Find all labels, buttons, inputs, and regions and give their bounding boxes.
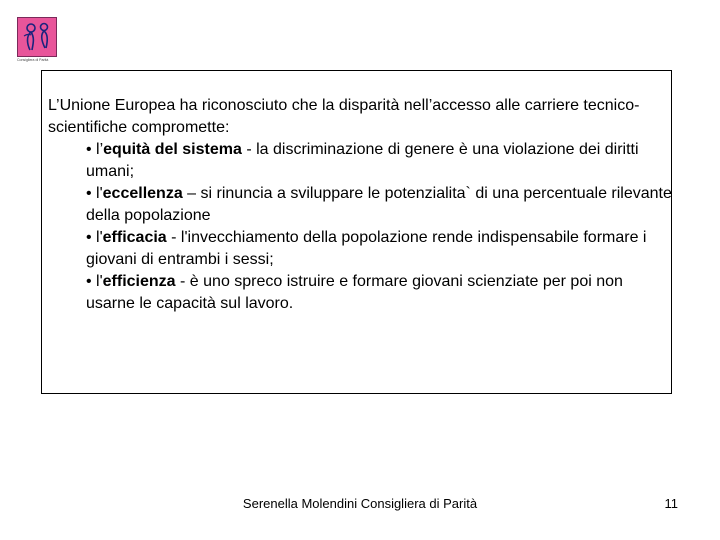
bullet-list: [48, 139, 673, 315]
logo-caption: Consigliera di Parità: [17, 58, 49, 62]
bullet-term: efficienza: [102, 273, 176, 290]
bullet-item: [48, 183, 673, 227]
footer-author: Serenella Molendini Consigliera di Parità: [242, 496, 478, 511]
women-figures-icon: [17, 17, 57, 57]
logo: [17, 17, 57, 61]
bullet-term: efficacia: [102, 229, 167, 246]
bullet-prefix: • l': [86, 273, 103, 290]
bullet-text: - è uno spreco istruire e formare giovani scienziate per poi non usarne le capacità sul lavoro.: [86, 273, 623, 312]
bullet-prefix: • l’: [86, 141, 104, 158]
bullet-item: [48, 227, 673, 271]
bullet-item: [48, 139, 673, 183]
bullet-item: [48, 271, 673, 315]
bullet-term: eccellenza: [102, 185, 183, 202]
slide-text: [48, 95, 673, 315]
bullet-text: – si rinuncia a sviluppare le potenzialita` di una percentuale rilevante della popolazione: [86, 185, 672, 224]
intro-text: L’Unione Europea ha riconosciuto che la disparità nell’accesso alle carriere tecnico-scientifiche compromette:: [48, 97, 640, 136]
bullet-text: - l'invecchiamento della popolazione rende indispensabile formare i giovani di entrambi i sessi;: [86, 229, 647, 268]
bullet-prefix: • l': [86, 185, 103, 202]
bullet-prefix: • l': [86, 229, 103, 246]
bullet-text: - la discriminazione di genere è una violazione dei diritti umani;: [86, 141, 639, 180]
bullet-term: equità del sistema: [103, 141, 242, 158]
page-number: 11: [664, 496, 678, 511]
